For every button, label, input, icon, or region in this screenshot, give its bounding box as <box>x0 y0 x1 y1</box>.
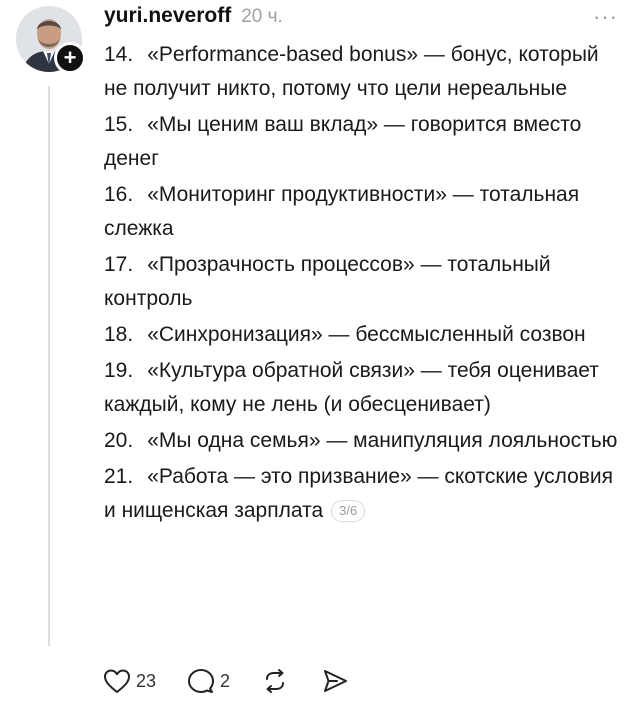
repost-icon <box>260 667 290 695</box>
more-options-icon[interactable]: ··· <box>593 4 618 29</box>
repost-button[interactable] <box>260 667 290 695</box>
reply-button[interactable] <box>186 667 230 695</box>
list-item: 16. «Мониторинг продуктивности» — тотальная слежка <box>104 183 580 240</box>
list-item: 20. «Мы одна семья» — манипуляция лояльностью <box>104 429 618 452</box>
reply-count: 2 <box>220 670 231 691</box>
page-indicator: 3/6 <box>331 500 365 522</box>
list-item: 14. «Performance-based bonus» — бонус, который не получит никто, потому что цели нереальные <box>104 43 599 100</box>
list-item: 19. «Культура обратной связи» — тебя оценивает каждый, кому не лень (и обесценивает) <box>104 359 599 416</box>
follow-button[interactable]: + <box>54 42 86 74</box>
list-item: 15. «Мы ценим ваш вклад» — говорится вместо денег <box>104 113 582 170</box>
list-item: 21. «Работа — это призвание» — скотские условия и нищенская зарплата 3/6 <box>104 465 614 522</box>
share-icon <box>320 667 350 695</box>
like-count: 23 <box>136 670 157 691</box>
action-bar <box>102 666 380 696</box>
list-item: 18. «Синхронизация» — бессмысленный созвон <box>104 323 586 346</box>
thread-line <box>48 86 50 646</box>
avatar-container[interactable] <box>16 6 82 72</box>
comment-icon <box>186 667 216 695</box>
list-item: 17. «Прозрачность процессов» — тотальный контроль <box>104 253 551 310</box>
username[interactable]: yuri.neveroff <box>104 4 232 27</box>
post-content <box>104 38 624 530</box>
heart-icon <box>102 667 132 695</box>
like-button[interactable] <box>102 667 156 695</box>
timestamp: 20 ч. <box>241 6 283 27</box>
post-header <box>104 4 283 34</box>
share-button[interactable] <box>320 667 350 695</box>
